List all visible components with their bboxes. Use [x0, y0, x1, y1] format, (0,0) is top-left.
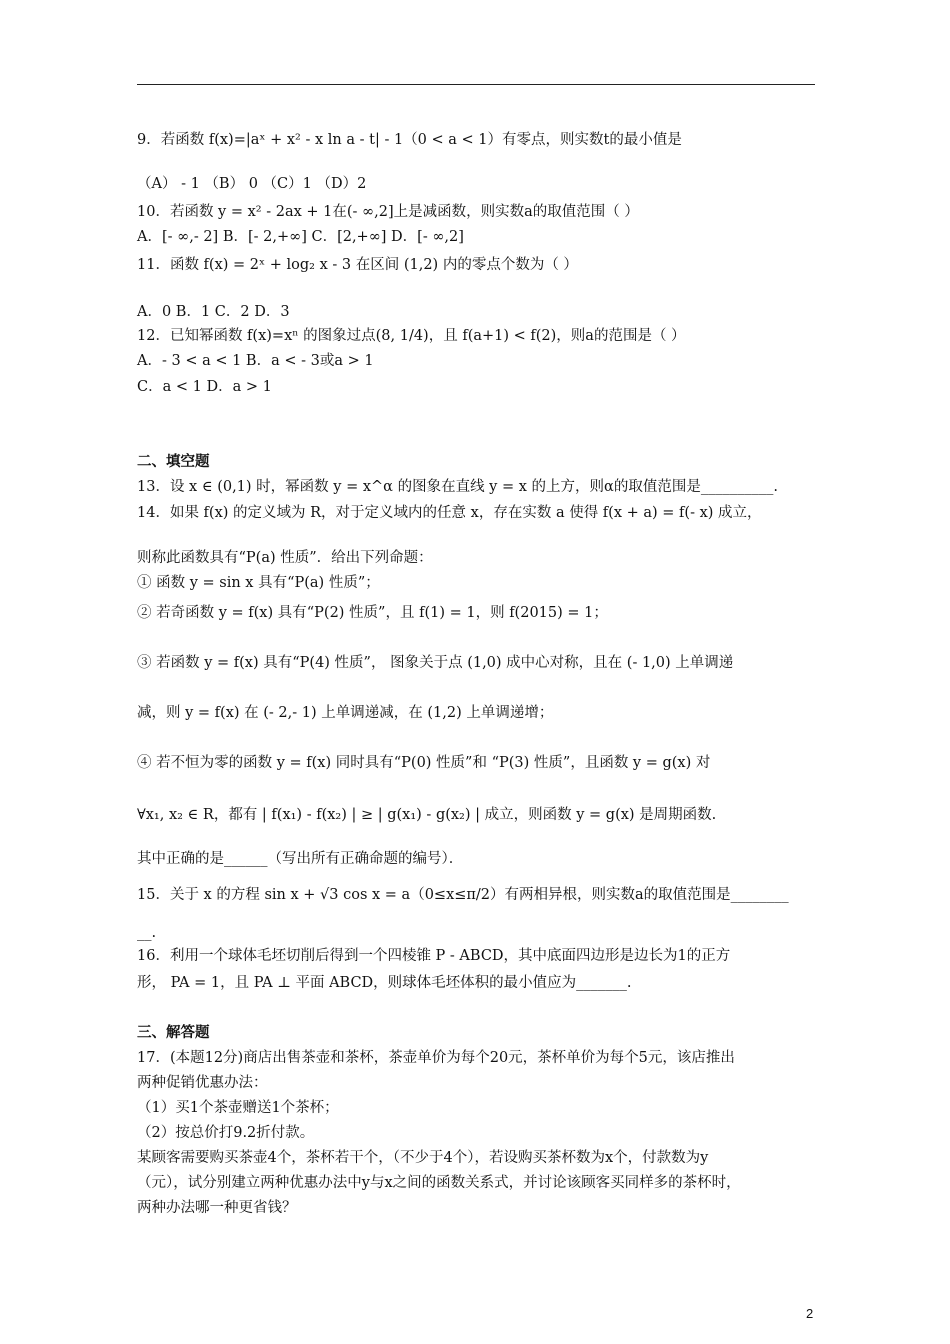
- text-line: 其中正确的是______（写出所有正确命题的编号）．: [137, 851, 464, 867]
- text-line: A．0 B．1 C．2 D．3: [137, 304, 290, 320]
- text-line: 减，则 y = f(x) 在 (- 2,- 1) 上单调递减，在 (1,2) 上单调递增；: [137, 705, 554, 721]
- text-line: ④ 若不恒为零的函数 y = f(x) 同时具有“P(0) 性质”和 “P(3) 性质”，且函数 y = g(x) 对: [137, 755, 711, 771]
- text-line: 12．已知幂函数 f(x)=xⁿ 的图象过点(8, 1/4)，且 f(a+1) < f(2)，则a的范围是（ ）: [137, 328, 686, 344]
- text-line: 形， PA = 1，且 PA ⊥ 平面 ABCD，则球体毛坯体积的最小值应为_______.: [137, 975, 632, 991]
- text-line: __.: [137, 925, 157, 941]
- text-line: 某顾客需要购买茶壶4个，茶杯若干个，（不少于4个），若设购买茶杯数为x个，付款数为y: [137, 1150, 709, 1166]
- text-line: （2）按总价打9.2折付款。: [137, 1125, 315, 1141]
- text-line: （A） - 1 （B） 0 （C）1 （D）2: [137, 176, 367, 192]
- text-line: 16．利用一个球体毛坯切削后得到一个四棱锥 P - ABCD，其中底面四边形是边长为1的正方: [137, 948, 731, 964]
- text-line: 两种促销优惠办法：: [137, 1075, 268, 1091]
- text-line: （1）买1个茶壶赠送1个茶杯；: [137, 1100, 339, 1116]
- text-line: （元），试分别建立两种优惠办法中y与x之间的函数关系式，并讨论该顾客买同样多的茶杯时，: [137, 1175, 741, 1191]
- page-number: 2: [806, 1306, 814, 1321]
- text-line: 15．关于 x 的方程 sin x + √3 cos x = a（0≤x≤π/2）有两相异根，则实数a的取值范围是________: [137, 887, 789, 903]
- text-line: ③ 若函数 y = f(x) 具有“P(4) 性质”， 图象关于点 (1,0) 成中心对称，且在 (- 1,0) 上单调递: [137, 655, 734, 671]
- text-line: ② 若奇函数 y = f(x) 具有“P(2) 性质”，且 f(1) = 1，则 f(2015) = 1；: [137, 605, 608, 621]
- text-line: 14．如果 f(x) 的定义域为 R，对于定义域内的任意 x，存在实数 a 使得 f(x + a) = f(- x) 成立，: [137, 505, 762, 521]
- text-line: 则称此函数具有“P(a) 性质”．给出下列命题：: [137, 550, 433, 566]
- text-line: C．a < 1 D．a > 1: [137, 379, 272, 395]
- text-line: 17．(本题12分)商店出售茶壶和茶杯，茶壶单价为每个20元，茶杯单价为每个5元，该店推出: [137, 1050, 735, 1066]
- section-heading: 二、填空题: [137, 453, 210, 470]
- section-heading: 三、解答题: [137, 1024, 210, 1041]
- text-line: A．[- ∞,- 2] B．[- 2,+∞] C．[2,+∞] D．[- ∞,2]: [137, 229, 464, 245]
- text-line: 9．若函数 f(x)=|aˣ + x² - x ln a - t| - 1（0 < a < 1）有零点，则实数t的最小值是: [137, 132, 682, 148]
- header-rule: [137, 84, 815, 85]
- text-line: ∀x₁, x₂ ∈ R，都有 | f(x₁) - f(x₂) | ≥ | g(x₁) - g(x₂) | 成立，则函数 y = g(x) 是周期函数.: [137, 807, 717, 823]
- text-line: 13．设 x ∈ (0,1) 时，幂函数 y = x^α 的图象在直线 y = x 的上方，则α的取值范围是__________.: [137, 479, 778, 495]
- text-line: ① 函数 y = sin x 具有“P(a) 性质”；: [137, 575, 380, 591]
- text-line: 11．函数 f(x) = 2ˣ + log₂ x - 3 在区间 (1,2) 内的零点个数为（ ）: [137, 257, 578, 273]
- text-line: 两种办法哪一种更省钱？: [137, 1200, 297, 1216]
- text-line: A．- 3 < a < 1 B．a < - 3或a > 1: [137, 353, 374, 369]
- text-line: 10．若函数 y = x² - 2ax + 1在(- ∞,2]上是减函数，则实数a的取值范围（ ）: [137, 204, 639, 220]
